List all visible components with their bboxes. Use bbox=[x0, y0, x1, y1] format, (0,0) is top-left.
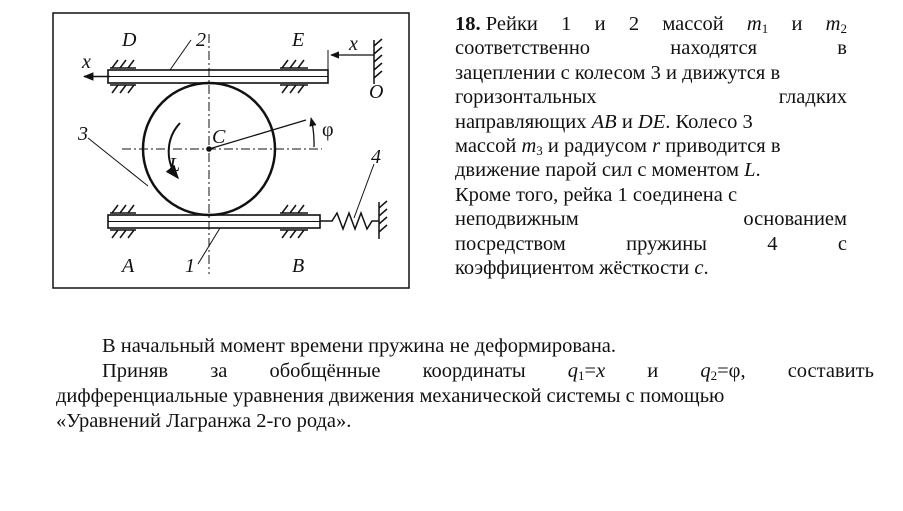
label-2: 2 bbox=[196, 29, 206, 51]
word: горизонтальных bbox=[455, 86, 597, 109]
problem-line-9 bbox=[455, 207, 847, 231]
leader-4 bbox=[354, 164, 374, 218]
label-3: 3 bbox=[78, 123, 88, 145]
mechanism-figure bbox=[52, 12, 410, 289]
problem-line-6: массой $m_3$ и радиусом r приводится в bbox=[455, 135, 781, 159]
problem-line-11: коэффициентом жёсткости c. bbox=[455, 257, 709, 280]
task-paragraph bbox=[56, 334, 874, 434]
word: 2 bbox=[628, 13, 640, 35]
word: Рейки bbox=[485, 13, 538, 35]
label-4: 4 bbox=[371, 146, 381, 168]
word: за bbox=[210, 360, 228, 382]
word: с bbox=[837, 232, 847, 255]
label-phi: φ bbox=[322, 119, 334, 141]
label-C: C bbox=[212, 126, 226, 148]
symbol-q1: $q_1=x$ bbox=[567, 360, 606, 383]
problem-line-4 bbox=[455, 85, 847, 109]
problem-line-3: зацеплении с колесом 3 и движутся в bbox=[455, 61, 781, 84]
phi-arc bbox=[311, 118, 314, 147]
para-line-4: «Уравнений Лагранжа 2-го рода». bbox=[56, 410, 352, 432]
word: обобщённые bbox=[269, 360, 381, 382]
symbol-m2: $m_2$ bbox=[825, 13, 847, 36]
problem-line-8: Кроме того, рейка 1 соединена с bbox=[455, 183, 738, 206]
word: Приняв bbox=[102, 360, 169, 382]
para-line-2 bbox=[56, 359, 874, 384]
spring-4 bbox=[320, 213, 379, 229]
para-line-3: дифференциальные уравнения движения механической системы с помощью bbox=[56, 385, 725, 407]
word: 4 bbox=[767, 232, 778, 255]
rail-1 bbox=[108, 215, 320, 228]
label-B: B bbox=[292, 255, 305, 277]
word: пружины bbox=[626, 232, 707, 255]
word: находятся bbox=[670, 37, 758, 60]
problem-statement bbox=[455, 12, 847, 280]
problem-line-2 bbox=[455, 36, 847, 60]
symbol-m1: $m_1$ bbox=[746, 13, 769, 36]
word: посредством bbox=[455, 232, 566, 255]
spring-support bbox=[379, 201, 387, 239]
label-x-left: x bbox=[82, 51, 91, 73]
word: неподвижным bbox=[455, 208, 579, 231]
label-1: 1 bbox=[185, 255, 195, 277]
problem-line-5: направляющих AB и DE. Колесо 3 bbox=[455, 110, 753, 133]
word: и bbox=[791, 13, 803, 35]
leader-2 bbox=[170, 40, 191, 70]
problem-number: 18. bbox=[455, 13, 481, 35]
para-line-1: В начальный момент времени пружина не деформирована. bbox=[102, 335, 617, 357]
word: и bbox=[647, 360, 659, 382]
word: и bbox=[594, 13, 606, 35]
problem-line-10 bbox=[455, 232, 847, 256]
word: 1 bbox=[561, 13, 572, 35]
leader-3 bbox=[88, 138, 148, 186]
fixed-support-O bbox=[374, 39, 382, 84]
label-x-right: x bbox=[349, 33, 358, 55]
word: соответственно bbox=[455, 37, 591, 60]
word: составить bbox=[787, 360, 874, 382]
rail-2 bbox=[108, 70, 328, 83]
label-O: O bbox=[369, 81, 384, 103]
problem-line-1 bbox=[455, 12, 847, 36]
word: основанием bbox=[743, 208, 847, 231]
word: координаты bbox=[422, 360, 526, 382]
problem-line-7: движение парой сил с моментом L. bbox=[455, 159, 761, 182]
label-D: D bbox=[122, 29, 137, 51]
symbol-q2: $q_2=\varphi$, bbox=[700, 360, 746, 383]
label-L: L bbox=[169, 154, 181, 176]
word: массой bbox=[662, 13, 724, 35]
word: гладких bbox=[778, 86, 847, 109]
label-E: E bbox=[292, 29, 305, 51]
word: в bbox=[837, 37, 847, 60]
label-A: A bbox=[122, 255, 135, 277]
